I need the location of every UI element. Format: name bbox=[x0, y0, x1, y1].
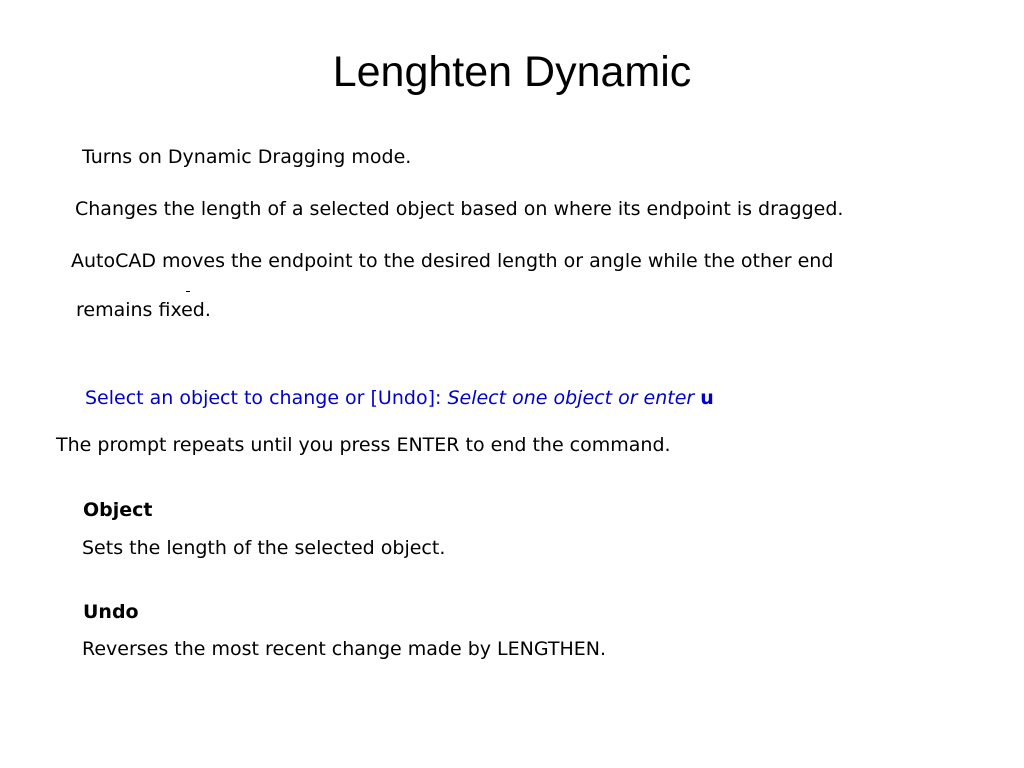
option-undo-description: Reverses the most recent change made by LENGTHEN. bbox=[82, 638, 607, 660]
intro-line-2: Changes the length of a selected object based on where its endpoint is dragged. bbox=[75, 198, 844, 220]
option-undo-heading: Undo bbox=[83, 601, 139, 623]
intro-line-1: Turns on Dynamic Dragging mode. bbox=[82, 146, 412, 168]
option-object-description: Sets the length of the selected object. bbox=[82, 537, 446, 559]
intro-line-4: remains fixed. bbox=[76, 299, 211, 321]
slide-title: Lenghten Dynamic bbox=[332, 48, 692, 96]
intro-line-3: AutoCAD moves the endpoint to the desired length or angle while the other end bbox=[71, 250, 834, 272]
repeat-note: The prompt repeats until you press ENTER to end the command. bbox=[56, 434, 671, 456]
command-prompt bbox=[85, 385, 714, 411]
prompt-label: Select an object to change or [Undo]: bbox=[85, 387, 442, 409]
prompt-key: u bbox=[700, 387, 714, 409]
stray-mark bbox=[186, 291, 190, 292]
option-object-heading: Object bbox=[83, 499, 153, 521]
prompt-instruction: Select one object or enter bbox=[447, 387, 695, 409]
